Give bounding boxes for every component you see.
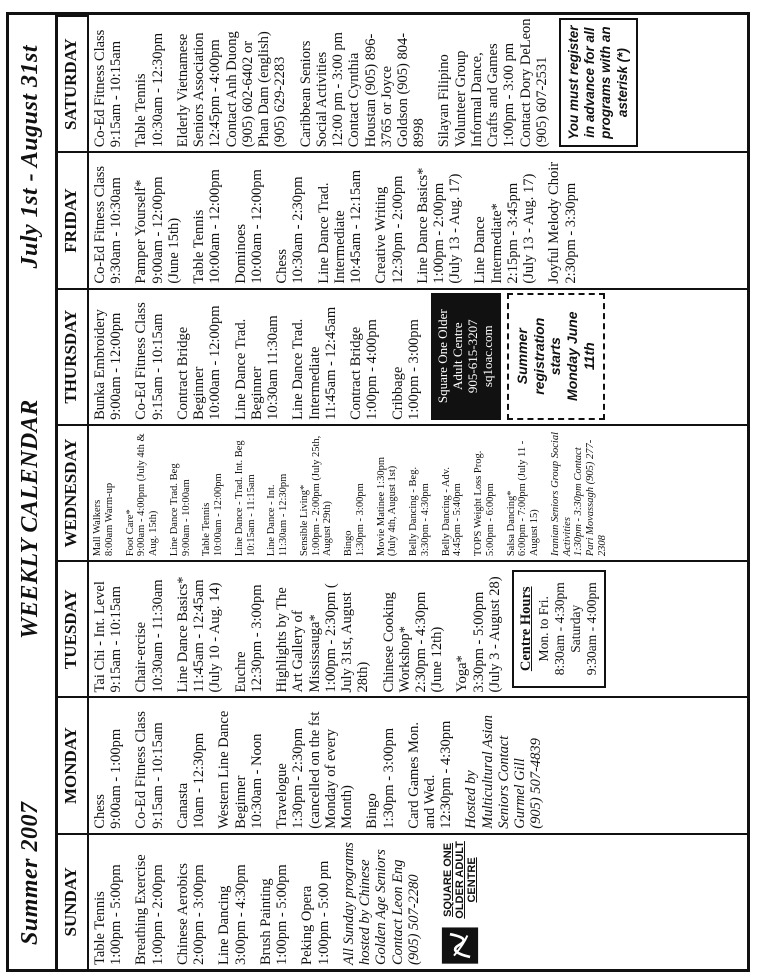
program-name: Line Dance Basics* <box>414 167 431 284</box>
friday-program-entry <box>415 156 464 283</box>
program-time: 1:30pm - 3:00pm <box>380 728 397 829</box>
program-name: Travelogue <box>274 763 291 829</box>
program-time: 4:45pm - 5:40pm <box>452 483 464 557</box>
program-name: Canasta <box>174 782 191 829</box>
program-time: 10:30am - Noon <box>248 733 265 829</box>
monday-program-entry <box>175 701 207 828</box>
program-name: Line Dance Intermediate* <box>472 203 505 284</box>
program-name: Foot Care* <box>124 509 136 557</box>
monday-program-entry <box>274 701 355 828</box>
friday-program-entry <box>373 156 405 283</box>
wednesday-program-entry <box>92 429 116 556</box>
program-time: 11:45am - 12:45am <box>322 306 339 420</box>
program-name: Chair-ercise <box>133 621 150 693</box>
program-time: 12:45pm - 4:00pm Contact Anh Duong (905) 602-6402 or Phan Dam (english) (905) 629-2283 <box>207 31 289 148</box>
centre-hours-weekday: Mon. to Fri. <box>535 596 551 662</box>
tuesday-column <box>89 560 747 696</box>
program-time: (905) 507-2280 <box>405 874 422 965</box>
program-name: Caribbean Seniors Social Activities <box>297 40 330 148</box>
registration-line-2: Monday June 11th <box>564 311 597 401</box>
saturday-program-entry <box>133 18 165 147</box>
thursday-program-entry <box>175 293 224 420</box>
sunday-program-entry <box>175 838 207 965</box>
wednesday-program-entry <box>376 429 400 556</box>
program-time: 10:30am - 12:30pm <box>149 32 166 148</box>
season-label: Summer 2007 <box>17 801 43 945</box>
program-time: 10:30am - 11:30am <box>149 579 166 693</box>
friday-program-entry <box>92 156 124 283</box>
friday-program-entry <box>546 156 578 283</box>
wednesday-program-entry <box>169 429 193 556</box>
program-name: Belly Dancing - Beg. <box>408 466 419 557</box>
sunday-program-entry <box>92 838 124 965</box>
day-header-friday: FRIDAY <box>55 151 89 287</box>
program-time: 10:15am - 11:15am <box>245 474 257 557</box>
wednesday-program-entry <box>473 429 497 556</box>
program-name: Hosted by Multicultural Asian Seniors Contact Gurmel Gill <box>463 714 529 829</box>
program-time: 12:30pm - 3:00pm <box>248 584 265 693</box>
centre-hours-box <box>512 570 606 688</box>
program-name: Line Dance - Int. <box>266 484 278 557</box>
program-time: 10:30am 11:30am <box>265 315 282 420</box>
program-name: Table Tennis <box>133 73 150 148</box>
program-name: Line Dance Trad. Beg <box>168 463 180 557</box>
program-time: 2:00pm - 3:00pm <box>191 864 208 965</box>
friday-program-entry <box>233 156 265 283</box>
program-time: 10:45am - 12:15am <box>348 170 365 284</box>
tuesday-program-entry <box>233 565 265 692</box>
wednesday-program-entry <box>201 429 225 556</box>
wednesday-column <box>89 424 747 560</box>
thursday-program-entry <box>233 293 282 420</box>
wednesday-program-entry <box>506 429 541 556</box>
program-name: Joyful Melody Choir <box>546 161 563 284</box>
program-name: Iranian Seniors Group Social Activities <box>549 432 573 557</box>
program-name: Co-Ed Fitness Class <box>92 165 108 284</box>
program-time: 9:00am - 4:00pm (July 4th & Aug. 15th) <box>136 433 159 557</box>
square-one-logo-icon <box>431 926 489 965</box>
program-name: Table Tennis <box>201 502 213 557</box>
saturday-program-entry <box>92 18 124 147</box>
tuesday-program-entry <box>92 565 124 692</box>
program-time: 3:00pm - 4:30pm <box>232 864 249 965</box>
program-name: Contract Bridge Beginner <box>174 326 208 420</box>
program-name: All Sunday programs hosted by Chinese Golden Age Seniors Contact Leon Eng <box>340 842 406 965</box>
program-name: Line Dance Basics* <box>174 576 191 693</box>
program-name: Card Games Mon. and Wed. <box>405 722 438 829</box>
day-header-monday: MONDAY <box>55 696 89 832</box>
program-name: Silayan Filipino Volunteer Group Informal Dance, Crafts and Games <box>436 43 502 148</box>
sunday-program-entry <box>341 838 422 965</box>
program-name: Highlights by The Art Gallery of Mississauga* <box>274 587 323 693</box>
program-name: Chess <box>92 794 108 829</box>
thursday-program-entry <box>390 293 422 420</box>
program-time: 9:00am - 10:00am <box>180 479 192 557</box>
program-name: Movie Matinee 1:30pm <box>375 457 387 557</box>
program-name: Chess <box>274 248 291 284</box>
saturday-column <box>89 15 747 151</box>
day-header-tuesday: TUESDAY <box>55 560 89 696</box>
program-time: 12:30pm - 2:00pm <box>389 175 406 284</box>
centre-hours-weekday-time: 8:30am - 4:30pm <box>551 582 567 676</box>
tuesday-program-entry <box>175 565 224 692</box>
program-name: TOPS Weight Loss Prog. <box>473 450 484 557</box>
sunday-program-entry <box>216 838 248 965</box>
program-name: Dominoes <box>232 223 249 284</box>
sunday-column <box>89 833 747 969</box>
program-name: Breathing Exercise <box>133 854 150 965</box>
program-time: 10:00am - 12:00pm <box>207 305 224 420</box>
program-time: 1:00pm - 5:00pm <box>108 864 125 965</box>
program-time: 1:00pm - 5:00pm <box>274 864 291 965</box>
program-name: Bunka Embroidery <box>92 309 108 420</box>
program-time: 1:00pm - 2:00pm <box>149 864 166 965</box>
program-time: 10:30am - 2:30pm <box>290 176 307 284</box>
centre-hours-saturday: Saturday <box>567 604 583 653</box>
program-time: 2:15pm - 3:45pm (July 13 - Aug. 17) <box>504 173 538 284</box>
program-time: 9:15am - 10:15am <box>108 586 125 693</box>
tuesday-program-entry <box>454 565 503 692</box>
contact-phone: 905-615-3207 <box>464 319 480 394</box>
wednesday-program-entry <box>550 429 609 556</box>
monday-program-entry <box>463 701 544 828</box>
program-name: Pamper Yourself* <box>133 179 150 284</box>
program-name: Tai Chi - Int. Level <box>92 581 108 693</box>
monday-program-entry <box>364 701 396 828</box>
logo-top-text: SQUARE ONE <box>441 842 454 917</box>
contact-centre-name: Square One Older Adult Centre <box>434 309 465 404</box>
program-time: 9:15am - 10:15am <box>108 40 125 148</box>
contact-website: sq1oac.com <box>479 325 495 388</box>
program-time: 10:00am - 12:00pm <box>248 169 265 284</box>
date-range: July 1st - August 31st <box>17 45 43 269</box>
thursday-program-entry <box>133 293 165 420</box>
program-name: Salsa Dancing* <box>505 490 517 557</box>
sunday-program-entry <box>299 838 331 965</box>
tuesday-program-entry <box>381 565 446 692</box>
monday-program-entry <box>216 701 265 828</box>
program-name: Line Dance - Trad. Int. Beg <box>233 440 245 557</box>
program-time: 3:30pm - 4:30pm <box>419 483 431 557</box>
program-time: 1:00pm - 3:00 pm Contact Dory DeLeon (905) 607-2531 <box>501 18 550 148</box>
program-name: Co-Ed Fitness Class <box>92 29 108 148</box>
program-name: Western Line Dance Beginner <box>216 710 249 829</box>
day-header-wednesday: WEDNESDAY <box>55 424 89 560</box>
program-time: 6:00pm - 7:00pm (July 11 - August 15) <box>517 440 540 557</box>
program-time: 8:00am Warm-up <box>103 482 115 557</box>
program-time: 2:30pm - 3:30pm <box>562 182 579 284</box>
program-time: 1:30pm - 2:30pm (cancelled on the fst Monday of every Month) <box>290 711 356 829</box>
program-name: Yoga* <box>454 655 471 693</box>
monday-program-entry <box>406 701 455 828</box>
program-name: Elderly Vietnamese Seniors Association <box>174 32 208 148</box>
program-time: 10:00am - 12:00pm <box>213 473 224 557</box>
centre-hours-saturday-time: 9:30am - 4:00pm <box>584 582 600 676</box>
wednesday-program-entry <box>266 429 290 556</box>
friday-program-entry <box>472 156 537 283</box>
wednesday-program-entry <box>408 429 432 556</box>
saturday-program-entry <box>436 18 550 147</box>
program-time: 11:45am - 12:45am (July 10 - Aug. 14) <box>191 579 224 693</box>
program-time: 1:00pm - 4:00pm <box>364 319 381 420</box>
program-name: Co-Ed Fitness Class <box>133 302 150 420</box>
friday-program-entry <box>133 156 182 283</box>
centre-contact-box <box>431 293 501 420</box>
program-name: Table Tennis <box>92 891 108 965</box>
monday-program-entry <box>133 701 165 828</box>
program-name: Peking Opera <box>299 885 316 965</box>
day-header-saturday: SATURDAY <box>55 15 89 151</box>
program-time: 1:00pm - 2:00pm (July 25th, August 29th) <box>310 435 334 557</box>
program-time: 11:30am - 12:30pm <box>278 473 289 557</box>
saturday-program-entry <box>298 18 428 147</box>
program-time: (905) 507-4839 <box>528 738 545 829</box>
program-name: Line Dance Trad. Beginner <box>232 318 265 420</box>
program-time: (July 4th, August 1st) <box>387 465 399 557</box>
logo-bottom-text: OLDER ADULT CENTRE <box>453 841 478 919</box>
program-time: 12:00 pm - 3:00 pm Contact Cynthia Houstan (905) 896-3765 or Joyce Goldson (905) 804-8998 <box>330 32 428 148</box>
day-header-thursday: THURSDAY <box>55 288 89 424</box>
program-time: 9:30am - 10:30am <box>108 177 125 284</box>
program-name: Creative Writing <box>373 186 390 284</box>
program-name: Mall Walkers <box>92 499 103 557</box>
program-name: Belly Dancing - Adv. <box>440 467 452 557</box>
wednesday-program-entry <box>299 429 334 556</box>
program-time: 10:00am - 12:00pm <box>207 169 224 284</box>
monday-column <box>89 696 747 832</box>
program-name: Table Tennis <box>191 209 208 284</box>
program-time: 1:00pm - 2:30pm ( July 31st, August 28th) <box>322 583 372 693</box>
friday-column <box>89 151 747 287</box>
program-time: 9:00am - 12:00pm (June 15th) <box>149 176 182 284</box>
day-header-sunday: SUNDAY <box>55 833 89 969</box>
program-name: Contract Bridge <box>348 326 365 420</box>
program-time: 2:30pm - 4:30pm (June 12th) <box>412 591 446 693</box>
calendar-frame <box>6 12 750 972</box>
wednesday-program-entry <box>125 429 160 556</box>
program-name: Line Dancing <box>216 885 233 965</box>
program-time: 9:15am - 10:15am <box>149 722 166 829</box>
sunday-program-entry <box>258 838 290 965</box>
program-time: 12:30pm - 4:30pm <box>438 720 455 829</box>
weekly-grid <box>55 15 747 969</box>
program-name: Sensible Living* <box>298 484 310 557</box>
program-time: 9:00am - 12:00pm <box>108 312 125 420</box>
saturday-program-entry <box>175 18 289 147</box>
program-time: 10am - 12:30pm <box>191 732 208 829</box>
program-name: Cribbage <box>389 366 406 420</box>
advance-registration-note: You must register in advance for all programs with an asterisk (*) <box>559 18 638 147</box>
program-name: Brush Painting <box>257 878 274 965</box>
program-name: Chinese Cooking Workshop* <box>380 592 413 693</box>
friday-program-entry <box>316 156 365 283</box>
thursday-program-entry <box>92 293 124 420</box>
program-time: 1:30pm - 3:00pm <box>354 483 366 557</box>
program-time: 9:00am - 1:00pm <box>108 728 125 829</box>
registration-line-1: Summer registration starts <box>513 317 564 395</box>
wednesday-program-entry <box>343 429 367 556</box>
calendar-title: WEEKLY CALENDAR <box>17 399 43 639</box>
registration-notice <box>507 293 605 420</box>
program-time: 9:15am - 10:15am <box>149 313 166 420</box>
program-time: 3:30pm - 5:00pm (July 3 - August 28) <box>470 576 503 693</box>
program-time: 1:00pm - 3:00pm <box>405 319 422 420</box>
thursday-program-entry <box>348 293 380 420</box>
program-time: 1:00pm - 5:00 pm <box>315 860 332 965</box>
program-time: 1:30pm - 3:30pm Contact Pari Movassagh (905) 277-2308 <box>573 439 608 557</box>
thursday-program-entry <box>290 293 339 420</box>
program-name: Euchre <box>232 651 249 693</box>
wednesday-program-entry <box>441 429 465 556</box>
sunday-program-entry <box>133 838 165 965</box>
friday-program-entry <box>274 156 306 283</box>
wednesday-program-entry <box>234 429 258 556</box>
monday-program-entry <box>92 701 124 828</box>
program-name: Line Dance Trad. Intermediate <box>290 318 323 420</box>
program-name: Bingo <box>364 793 381 829</box>
friday-program-entry <box>191 156 223 283</box>
program-time: 1:00pm - 2:00pm (July 13 - Aug. 17) <box>430 173 464 284</box>
tuesday-program-entry <box>133 565 165 692</box>
program-name: Co-Ed Fitness Class <box>133 711 150 829</box>
tuesday-program-entry <box>274 565 371 692</box>
centre-logo <box>431 838 489 965</box>
program-name: Chinese Aerobics <box>174 863 191 965</box>
thursday-column <box>89 288 747 424</box>
centre-hours-title: Centre Hours <box>518 586 535 672</box>
program-name: Line Dance Trad. Intermediate <box>315 182 348 284</box>
program-name: Bingo <box>343 530 354 557</box>
program-time: 5:00pm - 6:00pm <box>484 483 496 557</box>
calendar-banner <box>9 15 58 969</box>
